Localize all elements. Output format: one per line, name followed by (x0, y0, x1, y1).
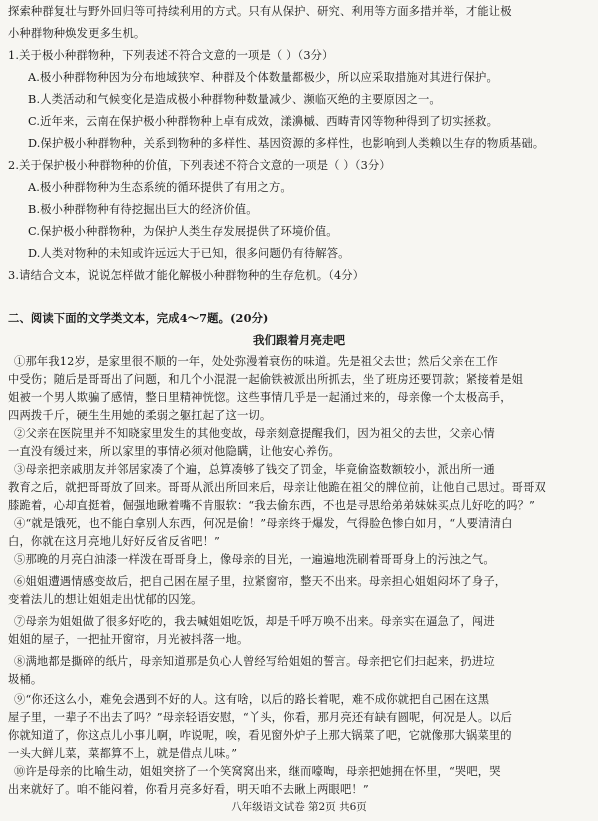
text-line: 小种群物种焕发更多生机。 (8, 27, 146, 40)
passage-line: ④“就是饿死，也不能白拿别人东西，何况是偷！”母亲终于爆发，气得脸色惨白如月，“人要清清白 (14, 517, 513, 530)
question-1-option-d: D.保护极小种群物种，关系到物种的多样性、基因资源的多样性，也影响到人类赖以生存的物质基础。 (28, 137, 545, 150)
passage-line: 圾桶。 (8, 673, 43, 686)
passage-line: 姐被一个男人欺骗了感情，整日里精神恍惚。这些事情几乎是一起涌过来的，母亲像一个太极高手， (8, 391, 512, 404)
passage-line: ⑤那晚的月亮白油漆一样泼在哥哥身上，像母亲的目光，一遍遍地洗刷着哥哥身上的污浊之气。 (14, 553, 495, 566)
question-1-option-b: B.人类活动和气候变化是造成极小种群物种数量减少、濒临灭绝的主要原因之一。 (28, 93, 441, 106)
question-2-option-a: A.极小种群物种为生态系统的循环提供了有用之方。 (28, 181, 292, 194)
question-2-option-d: D.人类对物种的未知或许远远大于已知，很多问题仍有待解答。 (28, 247, 350, 260)
passage-line: 姐姐的屋子，一把扯开窗帘，月光被抖落一地。 (8, 633, 249, 646)
passage-line: 你就知道了，你这点儿小事儿啊，咋说呢，唉，看见窗外炉子上那大锅菜了吧，它就像那大锅菜里的 (8, 729, 512, 742)
passage-line: 变着法儿的想让姐姐走出忧郁的囚笼。 (8, 593, 203, 606)
passage-line: 白，你就在这月亮地儿好好反省反省吧！” (8, 535, 220, 548)
passage-line: 四两拨千斤，硬生生用她的柔弱之躯扛起了这一切。 (8, 409, 272, 422)
question-2-option-b: B.极小种群物种有待挖掘出巨大的经济价值。 (28, 203, 258, 216)
passage-line: 一直没有缓过来，所以家里的事情必须对他隐瞒，让他安心养伤。 (8, 445, 340, 458)
passage-line: 教育之后，就把哥哥放了回来。哥哥从派出所回来后，母亲让他跪在祖父的牌位前，让他自己思过。哥哥双 (8, 481, 547, 494)
passage-title: 我们跟着月亮走吧 (253, 333, 345, 347)
passage-line: ⑥姐姐遭遇情感变故后，把自己困在屋子里，拉紧窗帘，整天不出来。母亲担心姐姐闷坏了身子， (14, 575, 507, 588)
passage-line: ②父亲在医院里并不知晓家里发生的其他变故，母亲刻意提醒我们，因为祖父的去世，父亲心情 (14, 427, 495, 440)
passage-line: 一头大鲜儿菜，菜都算不上，就是借点儿味。” (8, 747, 238, 760)
passage-line: ⑦母亲为姐姐做了很多好吃的，我去喊姐姐吃饭，却是千呼万唤不出来。母亲实在逼急了，闯进 (14, 615, 495, 628)
question-1-option-c: C.近年来，云南在保护极小种群物种上卓有成效，漾濞槭、西畴青冈等物种得到了切实拯救。 (28, 115, 499, 128)
question-1-option-a: A.极小种群物种因为分布地域狭窄、种群及个体数量都极少，所以应采取措施对其进行保护。 (28, 71, 498, 84)
passage-line: ⑩许是母亲的比喻生动，姐姐突挤了一个笑窝窝出来，继而嚎啕，母亲把她拥在怀里，“哭吧，哭 (14, 765, 501, 778)
passage-line: 中受伤；随后是哥哥出了问题，和几个小混混一起偷铁被派出所抓去，坐了班房还要罚款；紧接着是姐 (8, 373, 524, 386)
question-2-option-c: C.保护极小种群物种，为保护人类生存发展提供了环境价值。 (28, 225, 338, 238)
passage-line: ⑨“你还这么小，难免会遇到不好的人。这有啥，以后的路长着呢，难不成你就把自己困在这黑 (14, 693, 490, 706)
passage-line: 屋子里，一辈子不出去了吗？”母亲轻语安慰，“丫头，你看，那月亮还有缺有圆呢，何况是人。以后 (8, 711, 513, 724)
passage-line: ①那年我12岁，是家里很不顺的一年，处处弥漫着衰伤的味道。先是祖父去世；然后父亲在工作 (14, 355, 499, 368)
passage-line: ③母亲把亲戚朋友并邻居家凑了个遍，总算凑够了钱交了罚金，毕竟偷盗数额较小，派出所一通 (14, 463, 495, 476)
question-2-stem: 2.关于保护极小种群物种的价值，下列表述不符合文意的一项是（ ）（3分） (8, 159, 391, 172)
passage-line: 膝跪着，心却直挺着，倔强地瞅着嘴不肯服软：“我去偷东西，不也是寻思给弟弟妹妹买点儿好吃的吗？” (8, 499, 535, 512)
passage-line: ⑧满地都是撕碎的纸片，母亲知道那是负心人曾经写给姐姐的誓言。母亲把它们扫起来，扔进垃 (14, 655, 495, 668)
section-heading: 二、阅读下面的文学类文本，完成4～7题。(20分) (8, 311, 269, 325)
passage-line: 出来就好了。咱不能闷着，你看月亮多好看，明天咱不去瞅上两眼吧！” (8, 783, 369, 796)
question-1-stem: 1.关于极小种群物种，下列表述不符合文意的一项是（ ）（3分） (8, 49, 334, 62)
page-footer: 八年级语文试卷 第2页 共6页 (231, 801, 367, 813)
question-3: 3.请结合文本，说说怎样做才能化解极小种群物种的生存危机。（4分） (8, 269, 365, 282)
text-line: 探索种群复壮与野外回归等可持续利用的方式。只有从保护、研究、利用等方面多措并举，才能让极 (8, 5, 512, 18)
